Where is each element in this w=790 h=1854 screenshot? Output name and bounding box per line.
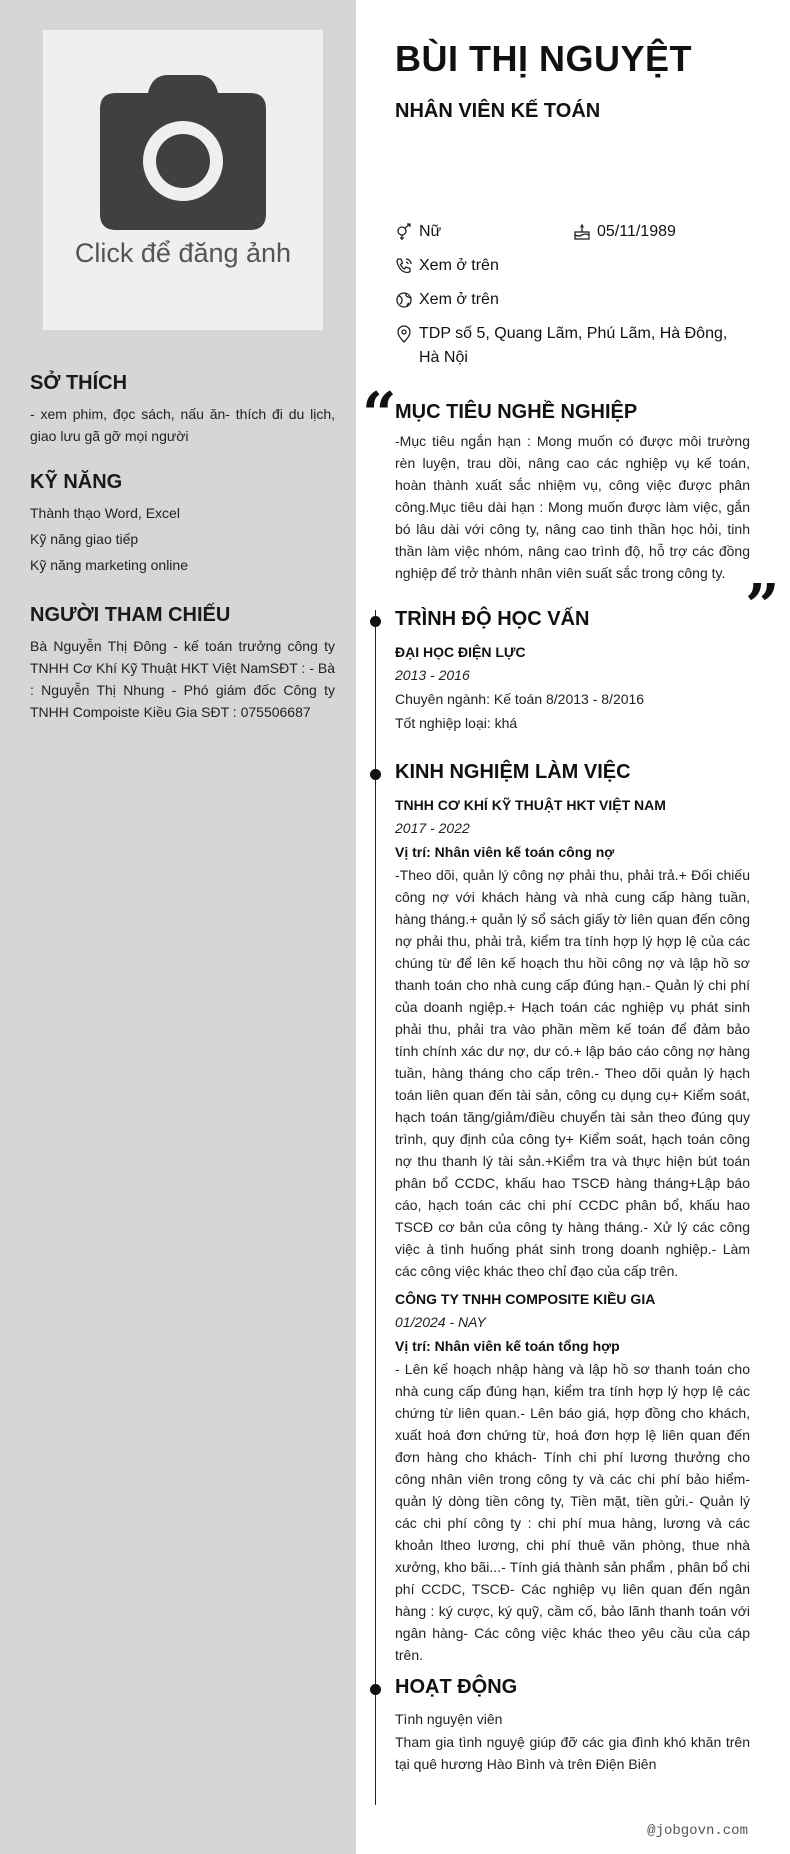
company-name: TNHH CƠ KHÍ KỸ THUẬT HKT VIỆT NAM: [395, 797, 666, 813]
activity-name: Tình nguyện viên: [395, 1711, 503, 1727]
job-period: 2017 - 2022: [395, 820, 470, 836]
camera-icon: [100, 75, 266, 230]
job-title: NHÂN VIÊN KẾ TOÁN: [395, 100, 601, 122]
experience-section: [395, 761, 750, 1666]
education-title: TRÌNH ĐỘ HỌC VẤN: [395, 608, 590, 630]
open-quote-icon: “: [362, 380, 397, 450]
website-row: [395, 288, 499, 312]
gender-row: [395, 220, 441, 244]
job-period: 01/2024 - NAY: [395, 1314, 486, 1330]
cake-icon: [573, 223, 591, 241]
address-value: TDP số 5, Quang Lãm, Phú Lãm, Hà Đông, Hà Nội: [419, 325, 728, 366]
skill-item: Kỹ năng giao tiếp: [30, 531, 139, 547]
activities-title: HOẠT ĐỘNG: [395, 1676, 518, 1698]
job-position: Vị trí: Nhân viên kế toán công nợ: [395, 844, 615, 860]
education-period: 2013 - 2016: [395, 667, 470, 683]
timeline-dot: [370, 1684, 381, 1695]
skills-title: KỸ NĂNG: [30, 471, 123, 493]
phone-value: Xem ở trên: [419, 257, 499, 274]
gender-icon: [395, 223, 413, 241]
job-position: Vị trí: Nhân viên kế toán tổng hợp: [395, 1338, 620, 1354]
school-name: ĐẠI HỌC ĐIỆN LỰC: [395, 644, 526, 660]
dob-row: [573, 220, 676, 244]
gender-value: Nữ: [419, 223, 442, 240]
hobbies-section: [30, 372, 335, 447]
candidate-name: BÙI THỊ NGUYỆT: [395, 38, 693, 79]
watermark: @jobgovn.com: [647, 1823, 748, 1839]
job-entry: [395, 794, 750, 1282]
company-name: CÔNG TY TNHH COMPOSITE KIỀU GIA: [395, 1291, 656, 1307]
photo-upload[interactable]: [43, 30, 323, 330]
references-text: Bà Nguyễn Thị Đông - kế toán trưởng công ty TNHH Cơ Khí Kỹ Thuật HKT Việt NamSĐT : - Bà : Nguyễn Thị Nhung - Phó giám đốc Công ty TNHH Compoiste Kiều Gia SĐT : 075506687: [30, 638, 335, 720]
skill-item: Kỹ năng marketing online: [30, 557, 188, 573]
skills-section: [30, 471, 335, 580]
education-section: [395, 608, 750, 735]
close-quote-icon: ”: [745, 572, 780, 642]
activity-text: Tham gia tình nguyệ giúp đỡ các gia đình khó khăn trên tại quê hương Hào Bình và trên Điện Biên: [395, 1734, 750, 1772]
website-value: Xem ở trên: [419, 291, 499, 308]
objective-title: MỤC TIÊU NGHỀ NGHIỆP: [395, 401, 638, 423]
objective-section: [395, 401, 750, 584]
experience-title: KINH NGHIỆM LÀM VIỆC: [395, 761, 631, 783]
job-description: - Lên kế hoạch nhập hàng và lập hồ sơ thanh toán cho nhà cung cấp đúng hạn, kiểm tra tính hợp lý hợp lệ các chứng từ liên quan.- Lên báo giá, hợp đồng cho khách, xuất hoá đơn chứng từ, hoá đơn hợp lệ liên quan đến đơn hàng cho khách- Tính chi phí lương thưởng cho công nhân viên trong công ty và các chi phí bảo hiểm-quản lý dòng tiền công ty, Tiền mặt, tiền gửi.- Quản lý các chi phí công ty : chi phí mua hàng, lương và các khoản ltheo lương, chi phí thuê văn phòng, thue nhà xưởng, kho bãi...- Tính giá thành sản phẩm , phân bổ chi phí CCDC, TSCĐ- Các nghiệp vụ liên quan đến ngân hàng : ký cược, ký quỹ, cầm cố, bảo lãnh thanh toán với ngân hàng- Các công việc khác theo yêu cầu của cáp trên.: [395, 1361, 750, 1663]
timeline-dot: [370, 616, 381, 627]
timeline-dot: [370, 769, 381, 780]
location-pin-icon: [395, 325, 413, 343]
activities-section: [395, 1676, 750, 1775]
references-section: [30, 604, 335, 723]
references-title: NGƯỜI THAM CHIẾU: [30, 604, 231, 626]
hobbies-text: - xem phim, đọc sách, nấu ăn- thích đi du lịch, giao lưu gã gỡ mọi người: [30, 406, 335, 444]
education-grade: Tốt nghiệp loại: khá: [395, 715, 518, 731]
job-entry: [395, 1288, 750, 1666]
phone-icon: [395, 257, 413, 275]
address-row: [395, 322, 750, 370]
phone-row: [395, 254, 499, 278]
job-description: -Theo dõi, quản lý công nợ phải thu, phải trả.+ Đối chiếu công nợ với khách hàng và nhà cung cấp hàng tuần, hàng tháng.+ quản lý sổ sách giấy tờ liên quan đến công nợ phải thu, phải trả, kiểm tra tính hợp lý hợp lệ của các chúng từ để lên kế hoạch thu hồi công nợ và lập hồ sơ thanh toán cho nhà cung cấp đúng hạn.- Quản lý chi phí của doanh ngiệp.+ Hạch toán các nghiệp vụ phát sinh phải thu, phải tra vào phần mềm kế toán để đảm bảo tính chính xác dư nợ, dư có.+ lập báo cáo công nợ hàng tuần, hàng tháng cho cấp trên.- Theo dõi quản lý hạch toán liên quan đến tài sản, công cụ dụng cụ+ Kiểm soát, hạch toán tăng/giảm/điều chuyển tài sản theo đúng quy trình, quy định của công ty+ Kiểm soát, hạch toán công nợ thu thanh lý tài sản.+Kiểm tra và thực hiện bút toán phân bổ CCDC, khấu hao TSCĐ hàng tháng+Lập báo cáo, hạch toán các chi phí CCDC phân bổ, khấu hao TSCĐ cơ bản của công ty hàng tháng.- Xử lý các công việc à tình huống phát sinh trong doanh nghiệp.- Làm các công việc khác theo chỉ đạo của cấp trên.: [395, 867, 750, 1279]
hobbies-title: SỞ THÍCH: [30, 372, 128, 394]
skill-item: Thành thạo Word, Excel: [30, 505, 180, 521]
timeline-line: [375, 610, 376, 1805]
photo-caption: Click để đăng ảnh: [74, 238, 292, 268]
dob-value: 05/11/1989: [597, 223, 676, 240]
objective-text: -Mục tiêu ngắn hạn : Mong muốn có được môi trường rèn luyện, trau dồi, nâng cao các nghiệp vụ kế toán, hoàn thành xuất sắc nhiệm vụ, công việc được phân công.Mục tiêu dài hạn : Mong muốn được làm việc, gắn bó lâu dài với công ty, nâng cao tinh thần học hỏi, tinh thần làm việc nhóm, nâng cao trình độ, hỗ trợ các đồng nghiệp để trở thành nhân viên suất sắc trong công ty.: [395, 433, 750, 581]
education-major: Chuyên ngành: Kế toán 8/2013 - 8/2016: [395, 691, 645, 707]
globe-icon: [395, 291, 413, 309]
